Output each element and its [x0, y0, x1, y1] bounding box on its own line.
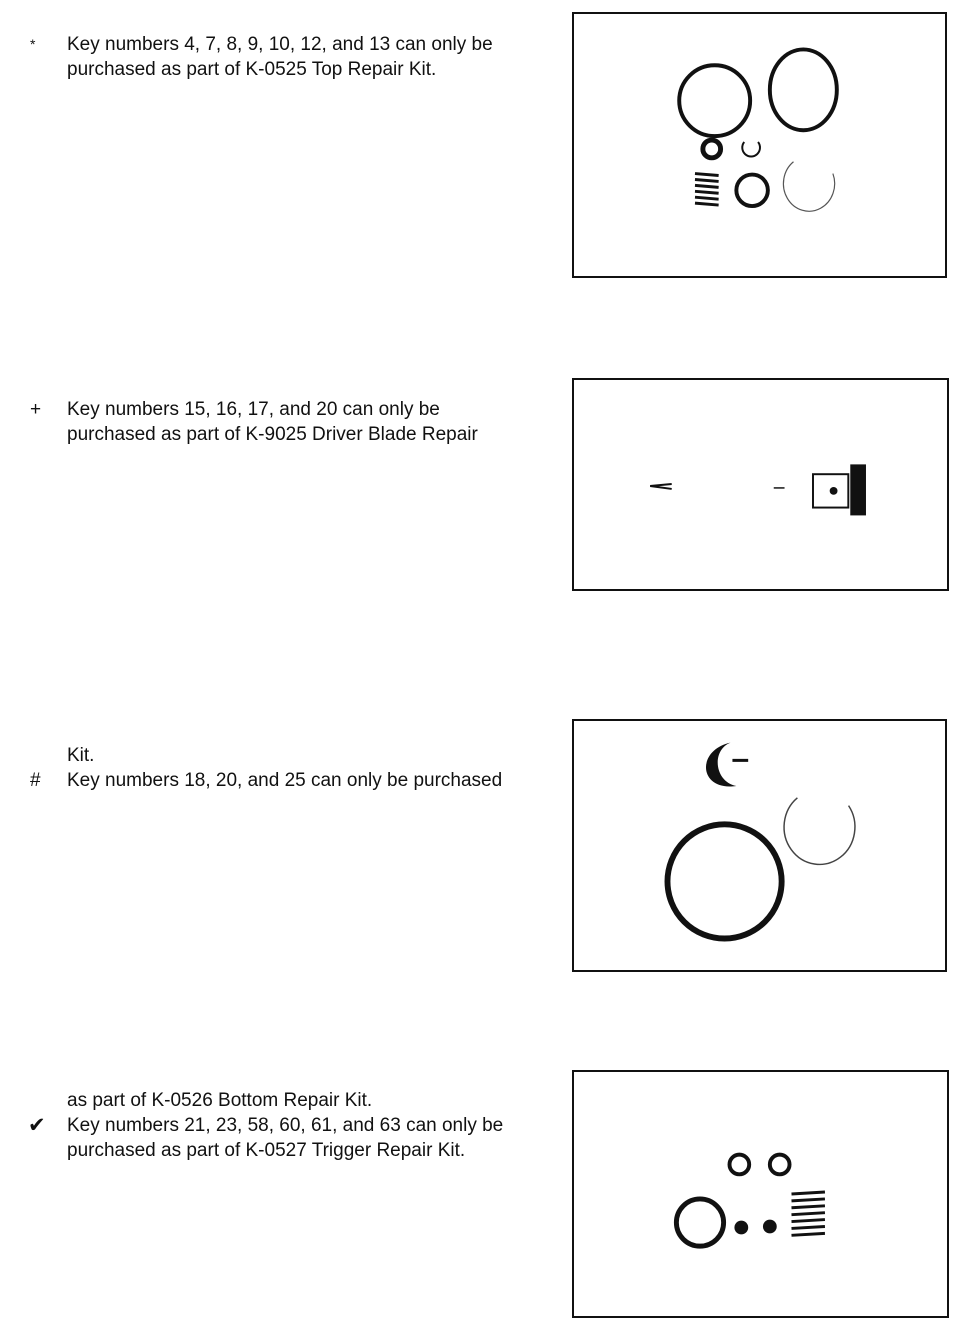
thin-seal: [783, 162, 834, 211]
plus-symbol: +: [30, 399, 42, 420]
note-top-kit-line-1: Key numbers 4, 7, 8, 9, 10, 12, and 13 can only be: [67, 34, 493, 55]
bottom-repair-kit-image: [572, 719, 947, 972]
driver-blade-repair-kit-image: [572, 378, 949, 591]
note-trigger-kit-line-1: Key numbers 21, 23, 58, 60, 61, and 63 can only be: [67, 1115, 504, 1136]
thin-seal: [784, 798, 855, 865]
ball: [763, 1220, 777, 1234]
trigger-repair-kit-image: [572, 1070, 949, 1318]
small-o-ring: [770, 1155, 790, 1175]
checkmark-symbol: ✔: [28, 1114, 46, 1137]
small-washer: [742, 142, 760, 156]
o-ring: [676, 1199, 723, 1246]
pin: [650, 484, 672, 489]
note-trigger-kit-line-2: purchased as part of K-0527 Trigger Repair Kit.: [67, 1140, 466, 1161]
note-bottom-kit-continuation: as part of K-0526 Bottom Repair Kit.: [67, 1090, 373, 1111]
note-bottom-kit-line-1: Key numbers 18, 20, and 25 can only be purchased: [67, 770, 503, 791]
small-o-ring: [730, 1155, 750, 1175]
spring: [791, 1192, 824, 1235]
driver-blade-repair-kit-parts-illustration: [574, 380, 947, 589]
small-seal: [703, 140, 721, 158]
driver-head: [813, 464, 866, 515]
asterisk-symbol: *: [30, 36, 36, 52]
large-o-ring: [679, 65, 750, 136]
note-top-kit-line-2: purchased as part of K-0525 Top Repair Kit.: [67, 59, 437, 80]
ball: [734, 1221, 748, 1235]
crescent-seal: [706, 743, 736, 787]
hash-symbol: #: [30, 770, 41, 791]
note-driver-blade-kit-line-1: Key numbers 15, 16, 17, and 20 can only be: [67, 399, 440, 420]
o-ring: [736, 175, 768, 207]
large-o-ring: [667, 824, 781, 938]
trigger-repair-kit-parts-illustration: [574, 1072, 947, 1316]
top-repair-kit-image: [572, 12, 947, 278]
note-driver-blade-kit-continuation: Kit.: [67, 745, 95, 766]
spring: [695, 174, 719, 206]
note-driver-blade-kit-line-2: purchased as part of K-9025 Driver Blade Repair: [67, 424, 478, 445]
top-repair-kit-parts-illustration: [574, 14, 945, 276]
bottom-repair-kit-parts-illustration: [574, 721, 945, 970]
large-o-ring: [770, 49, 837, 130]
